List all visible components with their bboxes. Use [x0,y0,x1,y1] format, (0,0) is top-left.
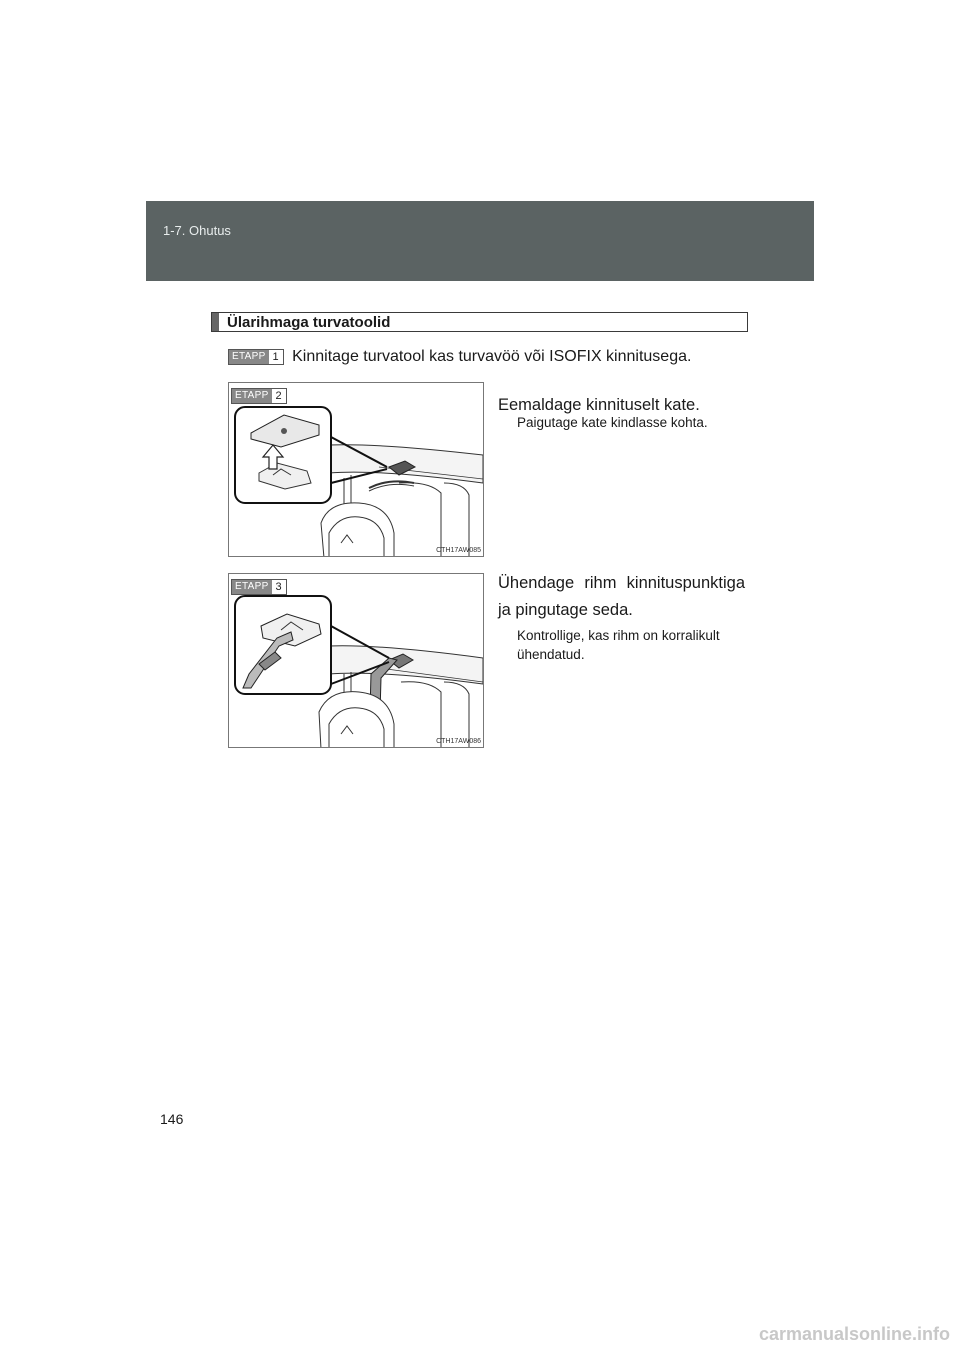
step-2-text: Eemaldage kinnituselt kate. [498,396,700,414]
step-1-text: Kinnitage turvatool kas turvavöö või ISOFIX kinnitusega. [292,348,692,365]
title-accent [212,313,219,331]
figure-step-3 [228,573,484,748]
step-badge-1: ETAPP 1 [228,349,284,365]
step-badge-3: ETAPP 3 [231,579,287,595]
watermark: carmanualsonline.info [758,1324,950,1344]
step-3-text-line1: Ühendage rihm kinnituspunktiga [498,574,745,592]
illustration-remove-cover [229,383,484,557]
section-label: 1-7. Ohutus [163,223,231,238]
step-badge-2: ETAPP 2 [231,388,287,404]
step-2-note: Paigutage kate kindlasse kohta. [517,415,708,430]
step-1 [228,348,691,366]
subsection-title: Ülarihmaga turvatoolid [227,313,391,331]
step-3-text [498,570,745,624]
section-header [146,201,814,281]
step-3-note: Kontrollige, kas rihm on korralikult ühendatud. [517,628,720,662]
figure-code: CTH17AW085 [436,547,481,554]
figure-step-2 [228,382,484,557]
page-number: 146 [160,1111,184,1127]
step-3-text-line2: ja pingutage seda. [498,601,633,619]
subsection-title-box [211,312,748,332]
figure-code: CTH17AW086 [436,738,481,745]
illustration-attach-strap [229,574,484,748]
